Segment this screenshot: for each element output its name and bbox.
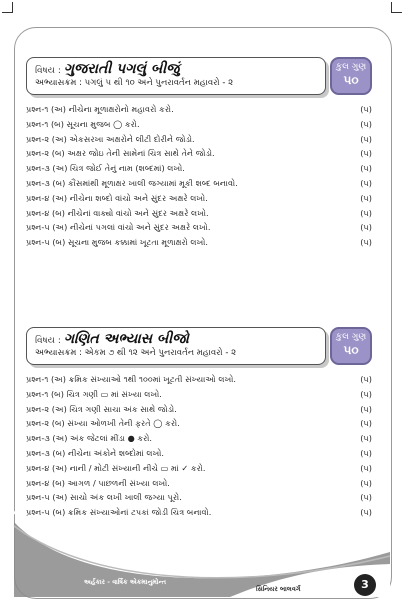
question-text: પ્રશ્ન-૨ (અ) ચિત્ર ગણી સાચા અંક સાથે જોડો. bbox=[26, 403, 177, 414]
total-marks-label: કુલ ગુણ bbox=[335, 332, 367, 342]
question-text: પ્રશ્ન-૧ (બ) સૂચના મુજબ ◯ કરો. bbox=[26, 118, 140, 129]
crop-mark-top-left bbox=[2, 2, 13, 13]
question-marks: (૫) bbox=[360, 177, 372, 188]
question-item bbox=[26, 146, 376, 161]
footer-right-text: સિનિયર બાલવર્ગ bbox=[256, 585, 301, 593]
course-line: અભ્યાસક્રમ : એકમ ૭ થી ૧૨ અને પુનરાવર્તન મહાવરો - ૨ bbox=[35, 348, 237, 358]
footer-left-text: અર્હકાર - વાર્ષિક એકમાનુમોન્ત bbox=[84, 578, 167, 586]
question-marks: (૫) bbox=[360, 433, 372, 444]
question-marks: (૫) bbox=[360, 492, 372, 503]
question-marks: (૫) bbox=[360, 207, 372, 218]
question-text: પ્રશ્ન-૫ (બ) ક્રમિક સંખ્યાઓનાં ટપકાં જોડી ચિત્ર બનાવો. bbox=[26, 507, 212, 518]
question-item bbox=[26, 220, 376, 235]
crop-mark-top-right bbox=[391, 2, 402, 13]
question-marks: (૫) bbox=[360, 507, 372, 518]
subject-line bbox=[35, 331, 317, 347]
question-text: પ્રશ્ન-૩ (બ) કૌંસમાંથી મૂળાક્ષર ખાલી જગ્યામાં મૂકી શબ્દ બનાવો. bbox=[26, 177, 238, 188]
question-text: પ્રશ્ન-૧ (અ) ક્રમિક સંખ્યાઓ ૧થી ૧૦૦માં ખૂટતી સંખ્યાઓ લખો. bbox=[26, 374, 236, 384]
question-marks: (૫) bbox=[360, 374, 372, 384]
footer-swoosh bbox=[0, 482, 404, 612]
question-text: પ્રશ્ન-૧ (બ) ચિત્ર ગણી ▭ માં સંખ્યા લખો. bbox=[26, 388, 162, 399]
question-item bbox=[26, 206, 376, 221]
gujarati-section bbox=[26, 57, 376, 250]
question-marks: (૫) bbox=[360, 192, 372, 203]
question-marks: (૫) bbox=[360, 222, 372, 233]
subject-title-box bbox=[26, 327, 326, 365]
question-text: પ્રશ્ન-૨ (બ) અક્ષર જોઇ તેની સામેનાં ચિત્ર સાથે તેને જોડો. bbox=[26, 148, 215, 159]
question-text: પ્રશ્ન-૨ (અ) એકસરખા અક્ષરોને લીટી દોરીને જોડો. bbox=[26, 133, 195, 144]
question-item bbox=[26, 117, 376, 132]
question-item bbox=[26, 402, 376, 417]
question-marks: (૫) bbox=[360, 418, 372, 429]
total-marks-value: ૫૦ bbox=[343, 343, 359, 357]
question-text: પ્રશ્ન-૩ (બ) નીચેના અંકોને શબ્દોમાં લખો. bbox=[26, 447, 164, 458]
question-text: પ્રશ્ન-૧ (અ) નીચેના મૂળાક્ષરોનો મહાવરો કરો. bbox=[26, 104, 174, 114]
question-marks: (૫) bbox=[360, 163, 372, 174]
question-text: પ્રશ્ન-૪ (બ) નીચેનાં વાક્યો વાંચો અને સુંદર અક્ષરે લખો. bbox=[26, 207, 209, 218]
question-marks: (૫) bbox=[360, 237, 372, 248]
question-list bbox=[26, 102, 376, 250]
question-item bbox=[26, 446, 376, 461]
question-item bbox=[26, 416, 376, 431]
question-marks: (૫) bbox=[360, 462, 372, 473]
subject-title-box bbox=[26, 57, 326, 95]
question-marks: (૫) bbox=[360, 447, 372, 458]
total-marks-badge bbox=[330, 327, 372, 365]
question-item bbox=[26, 461, 376, 476]
question-text: પ્રશ્ન-૪ (અ) નાની / મોટી સંખ્યાની નીચે ▭ માં ✓ કરો. bbox=[26, 462, 206, 473]
question-item bbox=[26, 235, 376, 250]
question-item bbox=[26, 161, 376, 176]
subject-name: ગણિત અભ્યાસ બીજો bbox=[63, 331, 189, 347]
question-marks: (૫) bbox=[360, 403, 372, 414]
subject-label: વિષય : bbox=[35, 66, 61, 76]
question-text: પ્રશ્ન-૪ (બ) આગળ / પાછળની સંખ્યા લખો. bbox=[26, 477, 170, 488]
question-item bbox=[26, 102, 376, 117]
question-item bbox=[26, 431, 376, 446]
question-text: પ્રશ્ન-૩ (અ) ચિત્ર જોઈ તેનું નામ (શબ્દમાં) લખો. bbox=[26, 163, 185, 174]
page-number: 3 bbox=[361, 578, 369, 591]
total-marks-badge bbox=[330, 57, 372, 95]
section-header bbox=[26, 57, 376, 97]
question-marks: (૫) bbox=[360, 388, 372, 399]
question-text: પ્રશ્ન-૫ (બ) સૂચના મુજબ કક્કામાં ખૂટતા મૂળાક્ષરો લખો. bbox=[26, 237, 208, 248]
question-item bbox=[26, 176, 376, 191]
total-marks-value: ૫૦ bbox=[343, 73, 359, 87]
question-item bbox=[26, 387, 376, 402]
question-marks: (૫) bbox=[360, 104, 372, 114]
question-text: પ્રશ્ન-૫ (અ) નીચેનાં પગલાં વાંચો અને સુંદર અક્ષરે લખો. bbox=[26, 222, 211, 233]
question-item bbox=[26, 191, 376, 206]
subject-name: ગુજરાતી પગલું બીજું bbox=[63, 61, 180, 77]
question-item bbox=[26, 372, 376, 387]
question-text: પ્રશ્ન-૪ (અ) નીચેના શબ્દો વાંચો અને સુંદર અક્ષરે લખો. bbox=[26, 192, 208, 203]
question-text: પ્રશ્ન-૨ (બ) સંખ્યા ઓળખી તેની ફરતે ◯ કરો. bbox=[26, 418, 180, 429]
question-marks: (૫) bbox=[360, 133, 372, 144]
footer-white-wave bbox=[14, 512, 390, 562]
question-marks: (૫) bbox=[360, 477, 372, 488]
subject-line bbox=[35, 61, 317, 77]
question-marks: (૫) bbox=[360, 118, 372, 129]
total-marks-label: કુલ ગુણ bbox=[335, 62, 367, 72]
question-text: પ્રશ્ન-૩ (અ) અંક જેટલાં મીંડા ● કરો. bbox=[26, 433, 153, 444]
question-item bbox=[26, 132, 376, 147]
question-marks: (૫) bbox=[360, 148, 372, 159]
section-header bbox=[26, 327, 376, 367]
question-text: પ્રશ્ન-૫ (અ) સાચો અંક લખી ખાલી જગ્યા પૂરો. bbox=[26, 492, 182, 503]
course-line: અભ્યાસક્રમ : પગલું ૫ થી ૧૦ અને પુનરાવર્તન મહાવરો - ૨ bbox=[35, 78, 234, 88]
subject-label: વિષય : bbox=[35, 336, 61, 346]
